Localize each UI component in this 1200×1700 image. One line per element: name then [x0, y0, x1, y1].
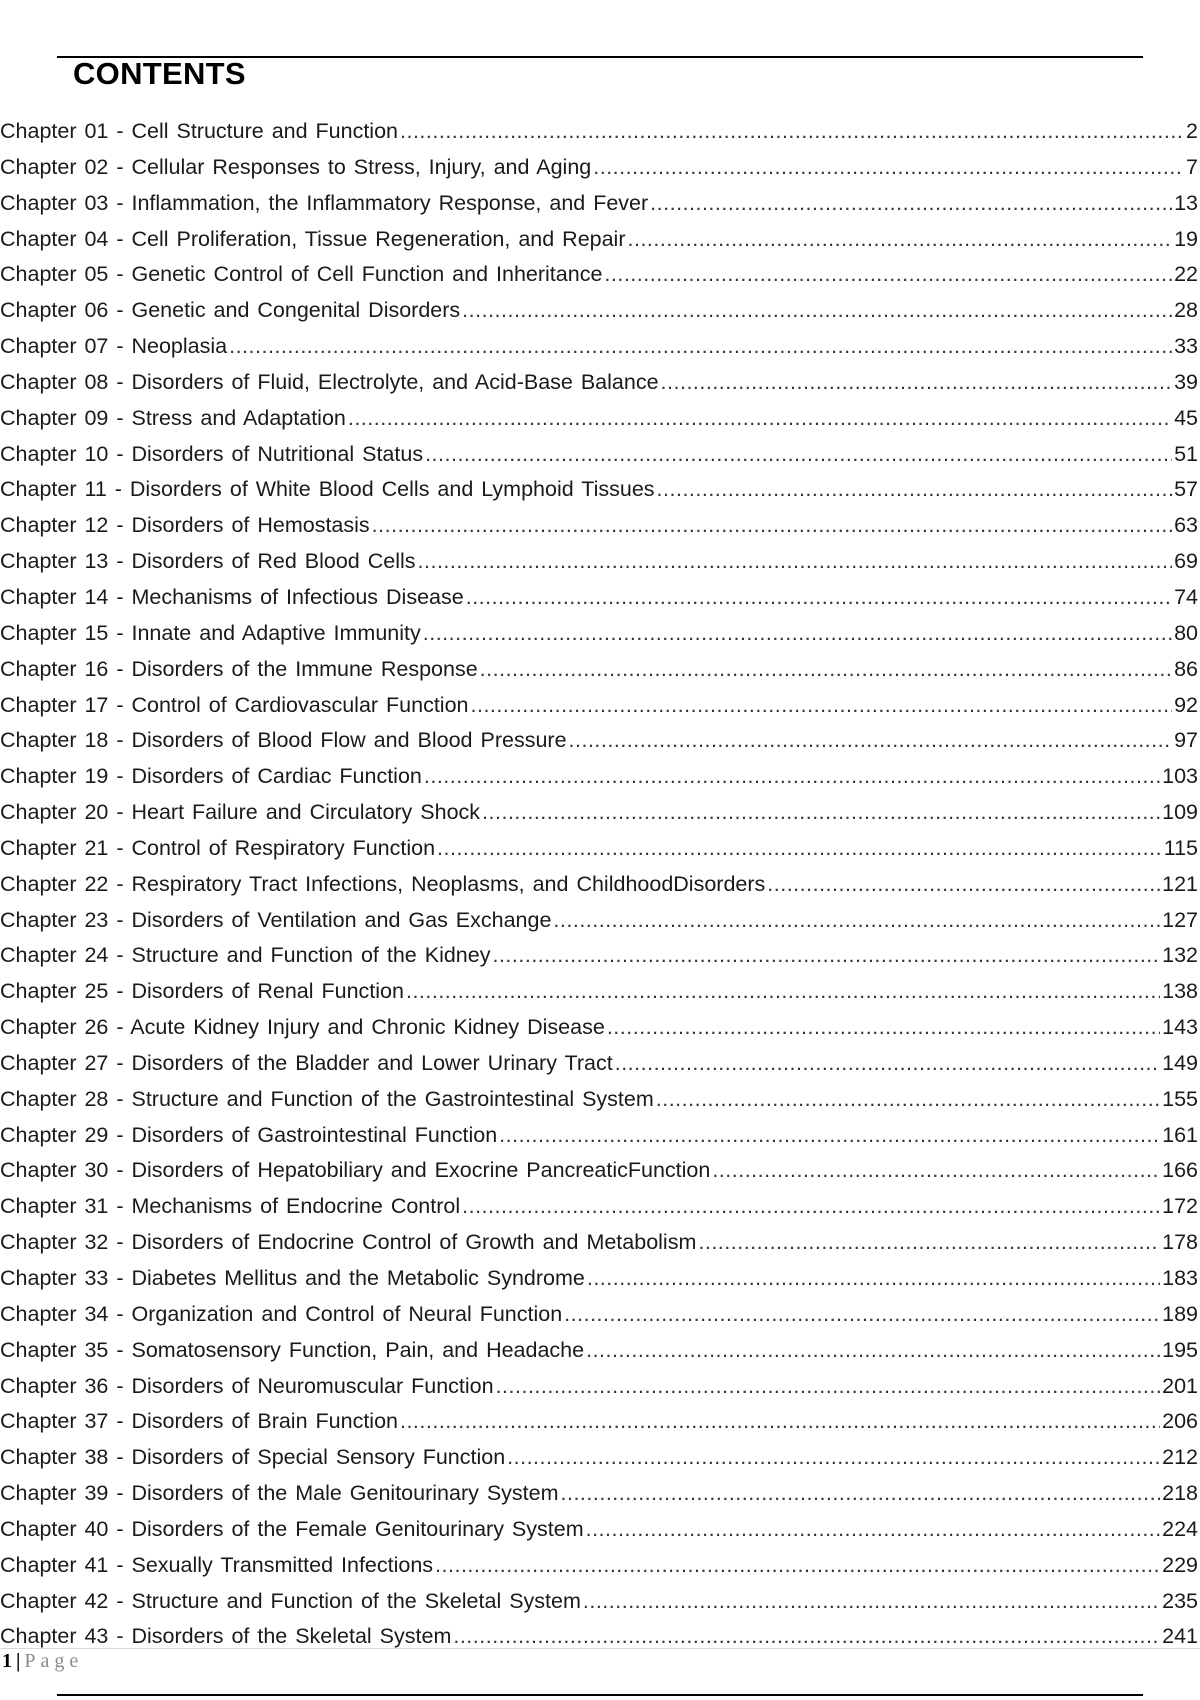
toc-dot-leader	[496, 1369, 1161, 1405]
toc-entry-title: Chapter 25 - Disorders of Renal Function	[0, 979, 404, 1004]
toc-entry-title: Chapter 22 - Respiratory Tract Infections, Neoplasms, and ChildhoodDisorders	[0, 871, 766, 896]
toc-entry-page-number: 195	[1162, 1337, 1198, 1362]
toc-entry-title: Chapter 31 - Mechanisms of Endocrine Control	[0, 1194, 461, 1219]
toc-entry-title: Chapter 16 - Disorders of the Immune Response	[0, 656, 478, 681]
toc-entry[interactable]	[0, 1584, 1200, 1620]
toc-entry-page-number: 33	[1174, 334, 1198, 359]
toc-dot-leader	[400, 114, 1184, 150]
toc-entry-page-number: 218	[1162, 1481, 1198, 1506]
table-of-contents	[0, 114, 1200, 1655]
toc-entry-page-number: 206	[1162, 1409, 1198, 1434]
toc-entry-page-number: 19	[1174, 226, 1198, 251]
toc-entry[interactable]	[0, 150, 1200, 186]
toc-entry-page-number: 235	[1162, 1588, 1198, 1613]
toc-dot-leader	[435, 1548, 1160, 1584]
toc-dot-leader	[466, 580, 1172, 616]
toc-entry-page-number: 80	[1174, 620, 1198, 645]
toc-entry[interactable]	[0, 1369, 1200, 1405]
toc-entry[interactable]	[0, 867, 1200, 903]
toc-dot-leader	[661, 365, 1173, 401]
toc-entry-title: Chapter 19 - Disorders of Cardiac Function	[0, 764, 422, 789]
toc-entry-page-number: 69	[1174, 549, 1198, 574]
toc-entry-page-number: 183	[1162, 1266, 1198, 1290]
toc-dot-leader	[462, 1189, 1160, 1225]
toc-dot-leader	[586, 1333, 1160, 1369]
toc-entry[interactable]	[0, 1189, 1200, 1225]
toc-entry-page-number: 2	[1186, 119, 1198, 143]
toc-entry[interactable]	[0, 472, 1200, 508]
toc-entry-page-number: 22	[1174, 262, 1198, 287]
toc-dot-leader	[767, 867, 1160, 903]
toc-entry-page-number: 172	[1162, 1194, 1198, 1219]
page-footer	[2, 1650, 83, 1673]
toc-entry[interactable]	[0, 580, 1200, 616]
toc-entry-page-number: 86	[1174, 656, 1198, 681]
toc-entry-page-number: 127	[1162, 907, 1198, 932]
toc-entry-title: Chapter 12 - Disorders of Hemostasis	[0, 513, 370, 538]
toc-entry-title: Chapter 27 - Disorders of the Bladder and Lower Urinary Tract	[0, 1050, 613, 1075]
toc-dot-leader	[453, 1619, 1160, 1655]
toc-entry[interactable]	[0, 1153, 1200, 1189]
toc-dot-leader	[229, 329, 1172, 365]
toc-dot-leader	[615, 1046, 1160, 1082]
toc-entry-page-number: 45	[1174, 405, 1198, 430]
toc-dot-leader	[348, 401, 1172, 437]
toc-entry[interactable]	[0, 759, 1200, 795]
toc-entry-title: Chapter 32 - Disorders of Endocrine Control of Growth and Metabolism	[0, 1230, 697, 1255]
footer-rule	[57, 1694, 1143, 1696]
toc-entry-title: Chapter 13 - Disorders of Red Blood Cells	[0, 549, 416, 574]
toc-dot-leader	[499, 1118, 1160, 1154]
toc-dot-leader	[482, 795, 1160, 831]
toc-entry[interactable]	[0, 544, 1200, 580]
toc-entry[interactable]	[0, 903, 1200, 939]
toc-entry-title: Chapter 36 - Disorders of Neuromuscular Function	[0, 1373, 494, 1398]
toc-entry-page-number: 121	[1162, 871, 1198, 896]
toc-dot-leader	[471, 688, 1173, 724]
toc-entry-title: Chapter 26 - Acute Kidney Injury and Chronic Kidney Disease	[0, 1015, 605, 1040]
toc-dot-leader	[437, 831, 1162, 867]
toc-entry-page-number: 229	[1162, 1552, 1198, 1577]
toc-dot-leader	[564, 1297, 1160, 1333]
toc-entry-title: Chapter 33 - Diabetes Mellitus and the Metabolic Syndrome	[0, 1266, 585, 1290]
toc-entry-page-number: 109	[1162, 800, 1198, 825]
toc-dot-leader	[656, 1082, 1160, 1118]
toc-dot-leader	[593, 150, 1184, 186]
toc-dot-leader	[657, 472, 1173, 508]
toc-entry-title: Chapter 09 - Stress and Adaptation	[0, 405, 346, 430]
toc-dot-leader	[492, 938, 1160, 974]
toc-entry-page-number: 138	[1162, 979, 1198, 1004]
toc-entry-title: Chapter 07 - Neoplasia	[0, 334, 228, 359]
toc-entry-title: Chapter 18 - Disorders of Blood Flow and Blood Pressure	[0, 728, 567, 753]
toc-entry[interactable]	[0, 1619, 1200, 1655]
toc-entry-title: Chapter 20 - Heart Failure and Circulatory Shock	[0, 800, 481, 825]
toc-dot-leader	[372, 508, 1172, 544]
toc-dot-leader	[553, 903, 1160, 939]
toc-entry-title: Chapter 34 - Organization and Control of Neural Function	[0, 1301, 563, 1326]
toc-entry[interactable]	[0, 974, 1200, 1010]
toc-entry-page-number: 92	[1174, 692, 1198, 717]
toc-entry[interactable]	[0, 1512, 1200, 1548]
toc-entry-page-number: 132	[1162, 943, 1198, 968]
toc-entry-page-number: 103	[1162, 764, 1198, 789]
toc-entry[interactable]	[0, 401, 1200, 437]
toc-entry[interactable]	[0, 365, 1200, 401]
toc-entry-title: Chapter 03 - Inflammation, the Inflammatory Response, and Fever	[0, 190, 649, 215]
toc-entry-page-number: 224	[1162, 1516, 1198, 1541]
toc-entry-title: Chapter 41 - Sexually Transmitted Infections	[0, 1552, 434, 1577]
toc-entry[interactable]	[0, 616, 1200, 652]
toc-dot-leader	[698, 1225, 1160, 1261]
toc-entry-page-number: 149	[1162, 1050, 1198, 1075]
toc-entry-page-number: 63	[1174, 513, 1198, 538]
toc-entry-page-number: 57	[1174, 477, 1198, 502]
toc-entry-page-number: 189	[1162, 1301, 1198, 1326]
toc-entry-title: Chapter 24 - Structure and Function of the Kidney	[0, 943, 491, 968]
toc-dot-leader	[586, 1512, 1161, 1548]
toc-dot-leader	[561, 1476, 1161, 1512]
toc-entry-page-number: 166	[1162, 1158, 1198, 1183]
toc-entry-title: Chapter 08 - Disorders of Fluid, Electrolyte, and Acid-Base Balance	[0, 369, 659, 394]
toc-entry[interactable]	[0, 938, 1200, 974]
toc-entry-page-number: 7	[1186, 154, 1198, 179]
toc-entry-title: Chapter 01 - Cell Structure and Function	[0, 119, 399, 143]
page-title: CONTENTS	[73, 56, 246, 91]
toc-entry[interactable]	[0, 293, 1200, 329]
toc-dot-leader	[583, 1584, 1160, 1620]
toc-dot-leader	[406, 974, 1160, 1010]
toc-entry[interactable]	[0, 1046, 1200, 1082]
toc-entry-title: Chapter 21 - Control of Respiratory Function	[0, 835, 436, 860]
toc-entry-page-number: 74	[1174, 584, 1198, 609]
toc-entry[interactable]	[0, 1010, 1200, 1046]
toc-entry-page-number: 115	[1163, 835, 1198, 860]
toc-entry-title: Chapter 06 - Genetic and Congenital Disorders	[0, 298, 461, 323]
toc-entry-page-number: 39	[1174, 369, 1198, 394]
toc-entry[interactable]	[0, 688, 1200, 724]
toc-entry-title: Chapter 17 - Control of Cardiovascular Function	[0, 692, 469, 717]
toc-entry[interactable]	[0, 795, 1200, 831]
toc-entry[interactable]	[0, 186, 1200, 222]
footer-divider	[0, 1648, 1200, 1649]
footer-separator: |	[16, 1650, 21, 1672]
toc-entry-title: Chapter 43 - Disorders of the Skeletal System	[0, 1624, 452, 1649]
toc-entry-page-number: 178	[1162, 1230, 1198, 1255]
toc-entry-title: Chapter 30 - Disorders of Hepatobiliary and Exocrine PancreaticFunction	[0, 1158, 711, 1183]
toc-entry[interactable]	[0, 831, 1200, 867]
toc-entry[interactable]	[0, 1261, 1200, 1297]
toc-entry[interactable]	[0, 1548, 1200, 1584]
toc-entry[interactable]	[0, 329, 1200, 365]
toc-entry-page-number: 13	[1174, 190, 1198, 215]
toc-dot-leader	[607, 1010, 1160, 1046]
toc-entry[interactable]	[0, 1476, 1200, 1512]
toc-entry[interactable]	[0, 652, 1200, 688]
toc-entry[interactable]	[0, 1404, 1200, 1440]
toc-entry-title: Chapter 04 - Cell Proliferation, Tissue Regeneration, and Repair	[0, 226, 626, 251]
toc-dot-leader	[425, 437, 1172, 473]
toc-entry[interactable]	[0, 257, 1200, 293]
toc-entry-page-number: 241	[1162, 1624, 1198, 1649]
toc-entry[interactable]	[0, 437, 1200, 473]
toc-entry-title: Chapter 11 - Disorders of White Blood Cells and Lymphoid Tissues	[0, 477, 655, 502]
toc-entry-title: Chapter 38 - Disorders of Special Sensory Function	[0, 1445, 506, 1470]
toc-entry-page-number: 97	[1174, 728, 1198, 753]
toc-entry-title: Chapter 35 - Somatosensory Function, Pain, and Headache	[0, 1337, 585, 1362]
toc-entry-title: Chapter 40 - Disorders of the Female Genitourinary System	[0, 1516, 584, 1541]
toc-entry[interactable]	[0, 1082, 1200, 1118]
toc-entry-page-number: 51	[1174, 441, 1198, 466]
toc-entry-title: Chapter 29 - Disorders of Gastrointestinal Function	[0, 1122, 498, 1147]
toc-dot-leader	[569, 723, 1173, 759]
footer-page-label: Page	[24, 1650, 84, 1672]
footer-page-number: 1	[2, 1650, 12, 1672]
toc-entry-title: Chapter 28 - Structure and Function of the Gastrointestinal System	[0, 1086, 654, 1111]
toc-entry[interactable]	[0, 1118, 1200, 1154]
toc-entry-title: Chapter 39 - Disorders of the Male Genitourinary System	[0, 1481, 559, 1506]
toc-entry[interactable]	[0, 508, 1200, 544]
toc-entry-page-number: 28	[1174, 298, 1198, 323]
toc-entry[interactable]	[0, 723, 1200, 759]
toc-dot-leader	[424, 759, 1160, 795]
toc-entry-title: Chapter 02 - Cellular Responses to Stress, Injury, and Aging	[0, 154, 592, 179]
toc-entry[interactable]	[0, 1440, 1200, 1476]
toc-entry[interactable]	[0, 1333, 1200, 1369]
toc-dot-leader	[712, 1153, 1160, 1189]
toc-dot-leader	[423, 616, 1172, 652]
toc-dot-leader	[400, 1404, 1160, 1440]
toc-dot-leader	[628, 222, 1173, 258]
toc-dot-leader	[480, 652, 1172, 688]
toc-entry-title: Chapter 05 - Genetic Control of Cell Function and Inheritance	[0, 262, 603, 287]
toc-entry[interactable]	[0, 114, 1200, 150]
toc-dot-leader	[587, 1261, 1160, 1297]
toc-entry-page-number: 161	[1162, 1122, 1198, 1147]
toc-entry-page-number: 143	[1162, 1015, 1198, 1040]
toc-entry-title: Chapter 23 - Disorders of Ventilation and Gas Exchange	[0, 907, 552, 932]
toc-entry[interactable]	[0, 1297, 1200, 1333]
toc-dot-leader	[650, 186, 1172, 222]
toc-dot-leader	[604, 257, 1172, 293]
toc-entry-page-number: 201	[1162, 1373, 1198, 1398]
toc-dot-leader	[507, 1440, 1160, 1476]
toc-entry-title: Chapter 37 - Disorders of Brain Function	[0, 1409, 398, 1434]
toc-entry-page-number: 155	[1162, 1086, 1198, 1111]
toc-entry[interactable]	[0, 222, 1200, 258]
toc-entry-title: Chapter 10 - Disorders of Nutritional Status	[0, 441, 424, 466]
toc-entry-page-number: 212	[1162, 1445, 1198, 1470]
toc-entry-title: Chapter 14 - Mechanisms of Infectious Disease	[0, 584, 464, 609]
toc-entry-title: Chapter 15 - Innate and Adaptive Immunity	[0, 620, 421, 645]
toc-dot-leader	[418, 544, 1173, 580]
toc-dot-leader	[462, 293, 1172, 329]
toc-entry-title: Chapter 42 - Structure and Function of the Skeletal System	[0, 1588, 581, 1613]
toc-entry[interactable]	[0, 1225, 1200, 1261]
